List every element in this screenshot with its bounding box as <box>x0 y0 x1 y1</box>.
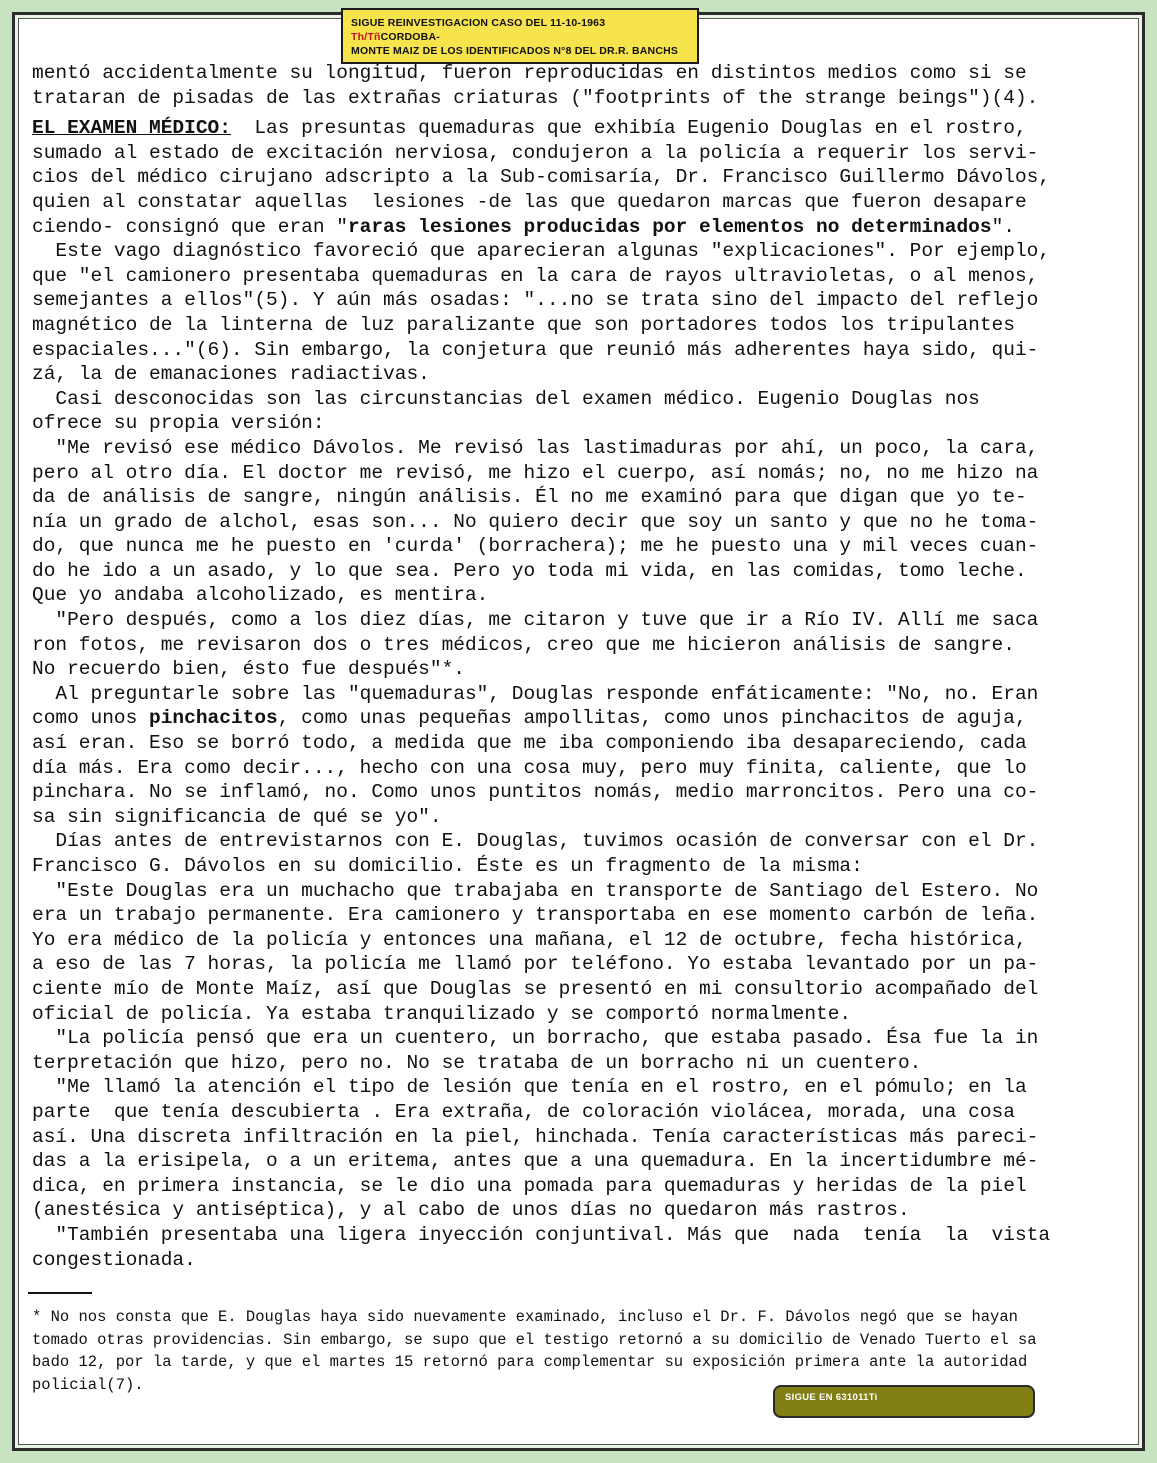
text-line: sa sin significancia de qué se yo". <box>32 805 442 828</box>
text-line: cios del médico cirujano adscripto a la Sub-comisaría, Dr. Francisco Guillermo Dávolos, <box>32 166 1051 189</box>
header-line-2: MONTE MAIZ DE LOS IDENTIFICADOS N°8 DEL DR.R. BANCHS <box>351 45 679 57</box>
text-line: "También presentaba una ligera inyección conjuntival. Más que nada tenía la vista <box>32 1223 1051 1246</box>
header-text-before: SIGUE REINVESTIGACION CASO DEL 11-10-1963 <box>351 17 606 29</box>
text-line: nía un grado de alchol, esas son... No quiero decir que soy un santo y que no he toma- <box>32 510 1039 533</box>
footnote-divider <box>28 1292 92 1294</box>
text-line <box>32 215 1117 240</box>
text-line: día más. Era como decir..., hecho con una cosa muy, pero muy finita, caliente, que lo <box>32 756 1027 779</box>
continue-label: SIGUE EN 631011Ti <box>773 1385 1035 1418</box>
text-line: espaciales..."(6). Sin embargo, la conjetura que reunió más adherentes haya sido, qui- <box>32 338 1039 361</box>
text-line <box>32 706 1117 731</box>
text-line: sumado al estado de excitación nerviosa, condujeron a la policía a requerir los servi- <box>32 141 1039 164</box>
text-line: "Me revisó ese médico Dávolos. Me revisó las lastimaduras por ahí, un poco, la cara, <box>32 436 1039 459</box>
footnote-line: tomado otras providencias. Sin embargo, se supo que el testigo retornó a su domicilio de Venado Tuerto el sa <box>32 1330 1037 1349</box>
text-line: do he ido a un asado, y lo que sea. Pero yo toda mi vida, en las comidas, tomo leche. <box>32 559 1027 582</box>
header-label <box>341 8 699 64</box>
text-line: pinchara. No se inflamó, no. Como unos puntitos nomás, medio marroncitos. Pero una co- <box>32 781 1039 804</box>
text-line: do, que nunca me he puesto en 'curda' (borrachera); me he puesto una y mil veces cuan- <box>32 535 1039 558</box>
footnote-line: policial(7). <box>32 1375 144 1394</box>
text-line: Este vago diagnóstico favoreció que aparecieran algunas "explicaciones". Por ejemplo, <box>32 240 1051 263</box>
text-line: "Me llamó la atención el tipo de lesión que tenía en el rostro, en el pómulo; en la <box>32 1076 1027 1099</box>
header-text-after: CORDOBA- <box>380 31 440 43</box>
bold-quote: raras lesiones producidas por elementos no determinados <box>347 215 992 238</box>
text-line: das a la erisipela, o a un eritema, antes que a una quemadura. En la incertidumbre mé- <box>32 1150 1039 1173</box>
text-line: así eran. Eso se borró todo, a medida que me iba componiendo iba desapareciendo, cada <box>32 732 1027 755</box>
text-line: pero al otro día. El doctor me revisó, me hizo el cuerpo, así nomás; no, no me hizo na <box>32 461 1039 484</box>
text-line: magnético de la linterna de luz paralizante que son portadores todos los tripulantes <box>32 313 1015 336</box>
text-line: parte que tenía descubierta . Era extraña, de coloración violácea, morada, una cosa <box>32 1100 1015 1123</box>
text-line: así. Una discreta infiltración en la piel, hinchada. Tenía características más pareci- <box>32 1125 1039 1148</box>
text-line: ofrece su propia versión: <box>32 412 325 435</box>
text-line: "La policía pensó que era un cuentero, un borracho, que estaba pasado. Ésa fue la in <box>32 1027 1039 1050</box>
footnote-line: * No nos consta que E. Douglas haya sido nuevamente examinado, incluso el Dr. F. Dávolos negó que se hayan <box>32 1308 1018 1326</box>
text-line: Francisco G. Dávolos en su domicilio. Éste es un fragmento de la misma: <box>32 855 863 877</box>
text-span: ". <box>991 215 1015 238</box>
text-line: Días antes de entrevistarnos con E. Douglas, tuvimos ocasión de conversar con el Dr. <box>32 830 1039 853</box>
text-line: oficial de policía. Ya estaba tranquilizado y se comportó normalmente. <box>32 1002 852 1025</box>
text-span: Las presuntas quemaduras que exhibía Eugenio Douglas en el rostro, <box>230 117 1027 140</box>
text-line: era un trabajo permanente. Era camionero y transportaba en ese momento carbón de leña. <box>32 904 1039 927</box>
body-text <box>32 61 1117 1272</box>
text-line: Casi desconocidas son las circunstancias del examen médico. Eugenio Douglas nos <box>32 387 980 410</box>
text-line: semejantes a ellos"(5). Y aún más osadas: "...no se trata sino del impacto del reflejo <box>32 289 1039 312</box>
text-line: que "el camionero presentaba quemaduras en la cara de rayos ultravioletas, o al menos, <box>32 264 1039 287</box>
text-span: ciendo- consignó que eran " <box>32 215 348 238</box>
text-line: da de análisis de sangre, ningún análisis. Él no me examinó para que digan que yo te- <box>32 486 1027 509</box>
text-line: terpretación que hizo, pero no. No se trataba de un borracho ni un cuentero. <box>32 1051 922 1074</box>
text-line: No recuerdo bien, ésto fue después"*. <box>32 658 465 681</box>
text-line: trataran de pisadas de las extrañas criaturas ("footprints of the strange beings")(4). <box>32 86 1039 109</box>
text-line: zá, la de emanaciones radiactivas. <box>32 363 430 386</box>
text-line: (anestésica y antiséptica), y al cabo de unos días no quedaron más rastros. <box>32 1199 910 1222</box>
text-line: "Pero después, como a los diez días, me citaron y tuve que ir a Río IV. Allí me saca <box>32 609 1039 632</box>
text-line: ciente mío de Monte Maíz, así que Douglas se presentó en mi consultorio acompañado del <box>32 977 1039 1000</box>
bold-word: pinchacitos <box>149 707 278 730</box>
section-title: EL EXAMEN MÉDICO: <box>32 117 231 140</box>
header-highlight: Th/Tñ <box>351 31 381 43</box>
text-line: Que yo andaba alcoholizado, es mentira. <box>32 584 489 607</box>
text-span: como unos <box>32 707 150 730</box>
text-line: ron fotos, me revisaron dos o tres médicos, creo que me hicieron análisis de sangre. <box>32 633 1015 656</box>
text-line: mentó accidentalmente su longitud, fueron reproducidas en distintos medios como si se <box>32 62 1027 84</box>
text-line: dica, en primera instancia, se le dio una pomada para quemaduras y heridas de la piel <box>32 1174 1027 1197</box>
text-line: Yo era médico de la policía y entonces una mañana, el 12 de octubre, fecha histórica, <box>32 928 1027 951</box>
text-span: , como unas pequeñas ampollitas, como unos pinchacitos de aguja, <box>277 707 1027 730</box>
text-line: quien al constatar aquellas lesiones -de las que quedaron marcas que fueron desapare <box>32 190 1027 213</box>
text-line: a eso de las 7 horas, la policía me llamó por teléfono. Yo estaba levantado por un pa- <box>32 953 1039 976</box>
footnote-line: bado 12, por la tarde, y que el martes 15 retornó para complementar su exposición primera ante la autoridad <box>32 1353 1028 1371</box>
section-line <box>32 116 1117 141</box>
text-line: "Este Douglas era un muchacho que trabajaba en transporte de Santiago del Estero. No <box>32 879 1039 902</box>
header-line-1 <box>351 16 689 44</box>
text-line: congestionada. <box>32 1248 196 1271</box>
text-line: Al preguntarle sobre las "quemaduras", Douglas responde enfáticamente: "No, no. Eran <box>32 682 1039 705</box>
footnote <box>32 1306 1117 1396</box>
